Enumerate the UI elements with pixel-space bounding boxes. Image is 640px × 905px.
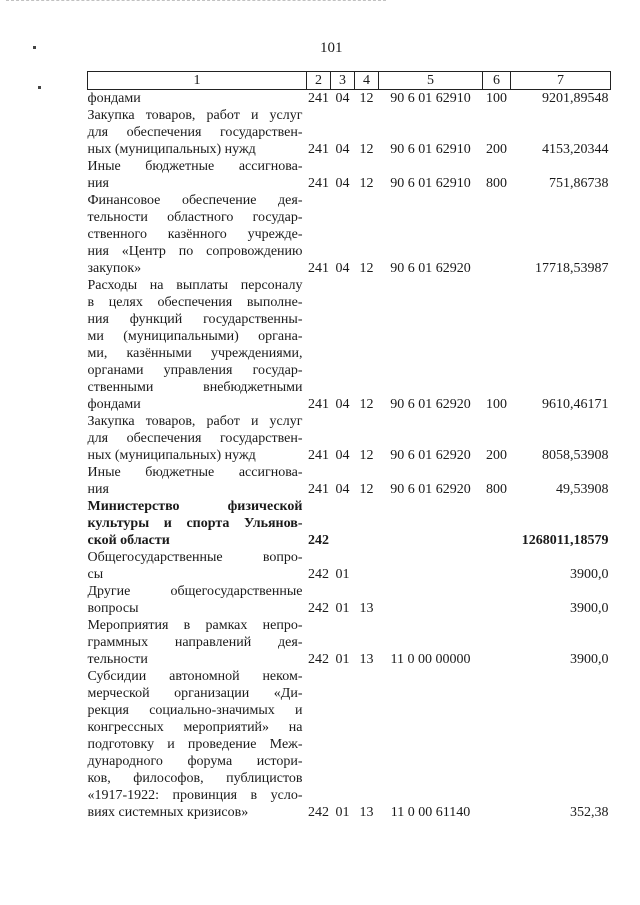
description-line: Закупка товаров, работ и услуг	[87, 414, 303, 429]
scan-speck	[33, 46, 36, 49]
amount: 4153,20344	[542, 142, 609, 157]
ministry-code: 241	[308, 448, 329, 463]
ministry-code: 241	[308, 261, 329, 276]
target-article-code: 90 6 01 62920	[390, 397, 471, 412]
description-line: органами управления государ-	[87, 363, 303, 378]
ministry-code: 242	[308, 567, 329, 582]
ministry-code: 241	[308, 482, 329, 497]
section-code: 04	[335, 91, 350, 106]
description-line: ния «Центр по сопровождению	[87, 244, 303, 259]
description-line: ных (муниципальных) нужд	[87, 448, 256, 463]
row-description	[88, 90, 307, 108]
section-code: 04	[335, 261, 350, 276]
table-row	[88, 90, 611, 108]
description-line: Другие общегосударственные	[87, 584, 303, 599]
table-row	[88, 107, 611, 158]
table-row	[88, 464, 611, 498]
target-article-code: 90 6 01 62920	[390, 448, 471, 463]
amount: 3900,0	[570, 567, 609, 582]
target-article-code: 11 0 00 00000	[390, 652, 471, 667]
description-line: Субсидии автономной неком-	[87, 669, 303, 684]
row-description	[88, 413, 307, 464]
subsection-code: 12	[359, 397, 374, 412]
column-header: 2	[307, 72, 331, 90]
amount: 8058,53908	[542, 448, 609, 463]
description-line: граммных направлений дея-	[87, 635, 303, 650]
ministry-code: 242	[308, 652, 329, 667]
description-line: дународного форума истори-	[87, 754, 303, 769]
ministry-code: 241	[308, 397, 329, 412]
amount: 3900,0	[570, 652, 609, 667]
table-row	[88, 277, 611, 413]
description-line: тельности	[87, 652, 148, 667]
target-article-code: 90 6 01 62920	[390, 261, 471, 276]
amount: 17718,53987	[535, 261, 609, 276]
description-line: рекция социально-значимых и	[87, 703, 303, 718]
table-row	[88, 192, 611, 277]
table-header-row	[88, 72, 611, 90]
table-row	[88, 158, 611, 192]
ministry-code: 242	[308, 601, 329, 616]
amount: 49,53908	[556, 482, 609, 497]
description-line: Министерство физической	[87, 499, 303, 514]
expense-type-code	[483, 192, 511, 277]
description-line: ков, философов, публицистов	[87, 771, 303, 786]
section-code: 01	[335, 652, 350, 667]
ministry-code: 241	[308, 142, 329, 157]
table-body	[88, 90, 611, 822]
row-description	[88, 549, 307, 583]
subsection-code: 12	[359, 176, 374, 191]
amount: 9201,89548	[542, 91, 609, 106]
section-code: 01	[335, 601, 350, 616]
row-description	[88, 107, 307, 158]
row-description	[88, 498, 307, 549]
subsection-code: 12	[359, 261, 374, 276]
target-article-code: 90 6 01 62910	[390, 176, 471, 191]
description-line: Иные бюджетные ассигнова-	[87, 465, 303, 480]
section-code: 04	[335, 142, 350, 157]
ministry-code: 241	[308, 91, 329, 106]
expense-type-code	[483, 498, 511, 549]
description-line: подготовку и проведение Меж-	[87, 737, 303, 752]
amount: 3900,0	[570, 601, 609, 616]
expense-type-code: 800	[486, 176, 507, 191]
description-line: для обеспечения государствен-	[87, 431, 303, 446]
description-line: конгрессных мероприятий» на	[87, 720, 303, 735]
description-line: ственными внебюджетными	[87, 380, 303, 395]
description-line: «1917-1922: провинция в усло-	[87, 788, 303, 803]
amount: 1268011,18579	[521, 533, 609, 548]
row-description	[88, 277, 307, 413]
expense-type-code	[483, 668, 511, 821]
description-line: Закупка товаров, работ и услуг	[87, 108, 303, 123]
description-line: ми, казёнными учреждениями,	[87, 346, 303, 361]
description-line: культуры и спорта Ульянов-	[87, 516, 303, 531]
row-description	[88, 668, 307, 821]
description-line: ми (муниципальными) органа-	[87, 329, 303, 344]
description-line: сы	[87, 567, 104, 582]
column-header: 7	[511, 72, 611, 90]
description-line: Финансовое обеспечение дея-	[87, 193, 303, 208]
table-row	[88, 549, 611, 583]
description-line: Расходы на выплаты персоналу	[87, 278, 303, 293]
expense-type-code: 200	[486, 142, 507, 157]
amount: 352,38	[570, 805, 609, 820]
amount: 751,86738	[549, 176, 609, 191]
subsection-code: 13	[359, 652, 374, 667]
column-header: 6	[483, 72, 511, 90]
scan-speck	[38, 86, 41, 89]
target-article-code: 11 0 00 61140	[390, 805, 471, 820]
description-line: ния	[87, 176, 109, 191]
row-description	[88, 464, 307, 498]
subsection-code	[355, 549, 379, 583]
target-article-code: 90 6 01 62920	[390, 482, 471, 497]
description-line: ственного казённого учрежде-	[87, 227, 303, 242]
scan-top-edge	[6, 0, 386, 9]
description-line: Иные бюджетные ассигнова-	[87, 159, 303, 174]
ministry-code: 241	[308, 176, 329, 191]
amount: 9610,46171	[542, 397, 609, 412]
subsection-code: 12	[359, 482, 374, 497]
description-line: ния	[87, 482, 109, 497]
target-article-code: 90 6 01 62910	[390, 142, 471, 157]
row-description	[88, 583, 307, 617]
section-code: 04	[335, 176, 350, 191]
expense-type-code	[483, 583, 511, 617]
expense-type-code: 800	[486, 482, 507, 497]
subsection-code	[355, 498, 379, 549]
expense-type-code: 100	[486, 397, 507, 412]
description-line: тельности областного государ-	[87, 210, 303, 225]
page-number: 101	[320, 40, 343, 56]
expense-type-code	[483, 549, 511, 583]
table-row	[88, 668, 611, 821]
description-line: ных (муниципальных) нужд	[87, 142, 256, 157]
description-line: виях системных кризисов»	[87, 805, 249, 820]
column-header: 3	[331, 72, 355, 90]
description-line: ния функций государственны-	[87, 312, 303, 327]
target-article-code	[379, 549, 483, 583]
subsection-code: 13	[359, 805, 374, 820]
ministry-code: 242	[308, 533, 329, 548]
description-line: мерческой организации «Ди-	[87, 686, 303, 701]
section-code: 01	[335, 567, 350, 582]
section-code: 04	[335, 448, 350, 463]
target-article-code	[379, 498, 483, 549]
table-row	[88, 498, 611, 549]
section-code: 04	[335, 482, 350, 497]
description-line: в целях обеспечения выполне-	[87, 295, 303, 310]
description-line: Мероприятия в рамках непро-	[87, 618, 303, 633]
expense-type-code: 100	[486, 91, 507, 106]
expense-type-code: 200	[486, 448, 507, 463]
description-line: вопросы	[87, 601, 139, 616]
table-row	[88, 583, 611, 617]
section-code	[331, 498, 355, 549]
subsection-code: 12	[359, 142, 374, 157]
table-row	[88, 413, 611, 464]
table-row	[88, 617, 611, 668]
row-description	[88, 192, 307, 277]
description-line: Общегосударственные вопро-	[87, 550, 303, 565]
ministry-code: 242	[308, 805, 329, 820]
subsection-code: 13	[359, 601, 374, 616]
target-article-code: 90 6 01 62910	[390, 91, 471, 106]
target-article-code	[379, 583, 483, 617]
row-description	[88, 617, 307, 668]
budget-table	[87, 71, 611, 821]
description-line: для обеспечения государствен-	[87, 125, 303, 140]
description-line: ской области	[87, 533, 170, 548]
subsection-code: 12	[359, 91, 374, 106]
expense-type-code	[483, 617, 511, 668]
section-code: 01	[335, 805, 350, 820]
row-description	[88, 158, 307, 192]
column-header: 4	[355, 72, 379, 90]
description-line: фондами	[87, 397, 141, 412]
subsection-code: 12	[359, 448, 374, 463]
description-line: фондами	[87, 91, 141, 106]
description-line: закупок»	[87, 261, 142, 276]
column-header: 1	[88, 72, 307, 90]
column-header: 5	[379, 72, 483, 90]
section-code: 04	[335, 397, 350, 412]
